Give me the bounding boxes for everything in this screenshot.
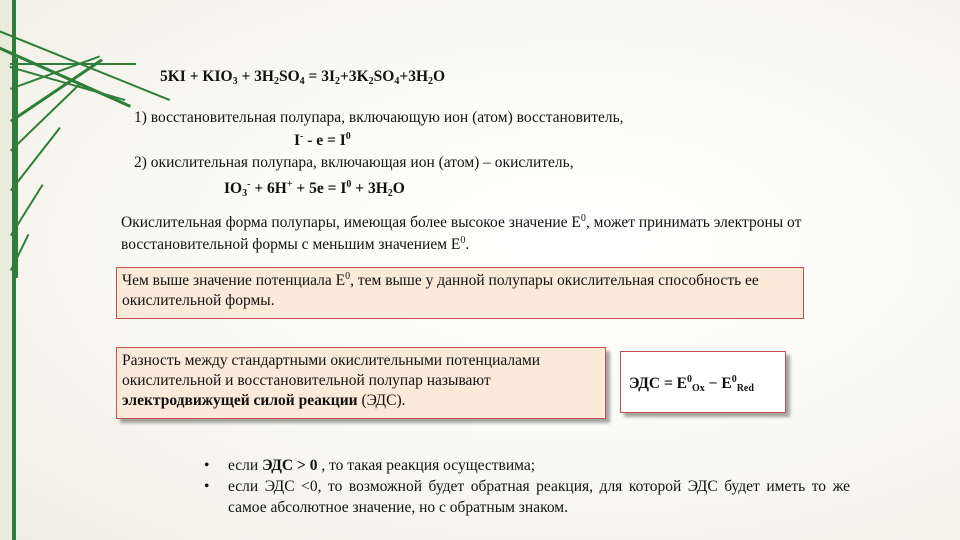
eq-text: SO — [278, 68, 300, 85]
box-superscript: 0 — [345, 271, 351, 282]
eq-text: + 3H — [351, 180, 388, 197]
formula-text: ЭДС = E — [629, 375, 687, 392]
eq-subscript: 2 — [368, 76, 374, 87]
decor-stripe — [16, 58, 18, 278]
eq-text: + 3H — [237, 68, 274, 85]
bullet-text: если — [228, 457, 263, 474]
formula-superscript: 0 — [731, 374, 737, 385]
bullet-icon: • — [204, 457, 210, 474]
oxidizing-halfpair-text: 2) окислительная полупара, включающая ион (атом) – окислитель, — [134, 154, 574, 171]
box-text: (ЭДС). — [357, 392, 406, 409]
para-text: Окислительная форма полупары, имеющая более высокое значение E — [121, 214, 581, 231]
eq-text: SO — [373, 68, 395, 85]
eq-subscript: 2 — [428, 76, 433, 87]
eq-text: + 5e = I — [292, 180, 347, 197]
box-text: Разность между стандартными окислительными потенциалами окислительной и восстановительной полупар называют — [122, 352, 541, 389]
eq-superscript: - — [300, 131, 304, 142]
eq-subscript: 2 — [335, 76, 341, 87]
para-text: , может принимать электроны от восстановительной формы с меньшим значением E — [121, 214, 802, 253]
eq-text: +3K — [340, 68, 369, 85]
main-reaction-equation — [160, 67, 445, 87]
formula-superscript: 0 — [687, 374, 692, 385]
eq-superscript: - — [247, 179, 251, 190]
eq-text: +3H — [399, 68, 428, 85]
eq-text: I — [294, 132, 301, 149]
eq-superscript: 0 — [346, 179, 352, 190]
eq-text: O — [392, 180, 405, 197]
eq-text: O — [433, 68, 446, 85]
eq-subscript: 2 — [273, 76, 279, 87]
eq-text: 5KI + KIO — [160, 68, 233, 85]
bullet-bold: ЭДС > 0 — [262, 457, 318, 474]
potential-note-box — [116, 267, 804, 319]
bullet-text: , то такая реакция осуществима; — [317, 457, 536, 474]
para-text: . — [465, 236, 470, 253]
oxidizing-form-paragraph — [121, 212, 826, 256]
list-item — [204, 455, 850, 476]
eq-superscript: + — [286, 179, 293, 190]
bullet-text: если ЭДС <0, то возможной будет обратная реакция, для которой ЭДС будет иметь то же самое абсолютное значение, но с обратным знаком. — [228, 478, 850, 516]
bullet-icon: • — [204, 478, 210, 495]
para-superscript: 0 — [580, 213, 586, 224]
emf-definition-box — [116, 347, 606, 419]
formula-subscript: Ox — [692, 383, 705, 394]
eq-text: IO — [224, 180, 243, 197]
reducing-halfpair-text: 1) восстановительная полупара, включающую ион (атом) восстановитель, — [134, 109, 624, 126]
box-bold-term: электродвижущей силой реакции — [122, 392, 358, 409]
eq-subscript: 3 — [232, 76, 238, 87]
eq-superscript: 0 — [345, 131, 351, 142]
emf-bullet-list — [204, 455, 850, 518]
reducing-halfpair-equation — [294, 131, 351, 151]
eq-text: + 6H — [250, 180, 287, 197]
eq-text: = 3I — [304, 68, 336, 85]
formula-text: − E — [704, 375, 732, 392]
emf-formula-box — [620, 351, 786, 413]
eq-text: - e = I — [303, 132, 346, 149]
list-item — [204, 476, 850, 518]
formula-subscript: Red — [736, 383, 754, 394]
eq-subscript: 3 — [242, 188, 248, 199]
para-superscript: 0 — [460, 235, 466, 246]
box-text: Чем выше значение потенциала E — [122, 272, 346, 289]
eq-subscript: 4 — [394, 76, 400, 87]
oxidizing-halfpair-equation — [224, 179, 405, 199]
box-text: , тем выше у данной полупары окислительная способность ее окислительной формы. — [122, 272, 759, 309]
eq-subscript: 2 — [387, 188, 393, 199]
eq-subscript: 4 — [299, 76, 305, 87]
